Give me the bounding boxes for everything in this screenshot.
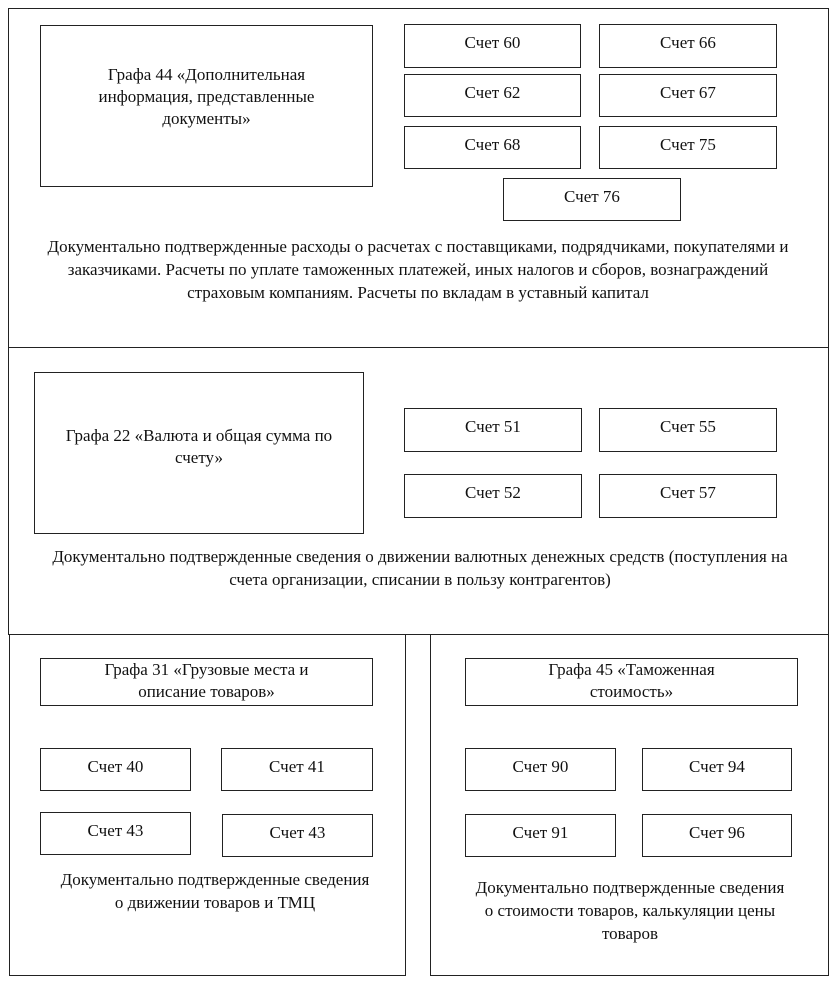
grafa-45-box xyxy=(465,658,798,706)
account-label: Счет 60 xyxy=(464,33,521,52)
account-label: Счет 76 xyxy=(564,187,620,206)
account-label: Счет 57 xyxy=(660,483,716,502)
section-description: Документально подтвержденные сведения о движении товаров и ТМЦ xyxy=(60,870,370,912)
account-label: Счет 43 xyxy=(269,823,326,842)
grafa-22-title: Графа 22 «Валюта и общая сумма по счету» xyxy=(65,426,333,467)
account-box xyxy=(642,748,792,791)
grafa-44-title: Графа 44 «Дополнительная информация, представленные документы» xyxy=(98,65,315,128)
account-label: Счет 41 xyxy=(269,757,325,776)
account-box xyxy=(221,748,373,791)
account-label: Счет 52 xyxy=(465,483,521,502)
account-label: Счет 66 xyxy=(660,33,716,52)
account-box xyxy=(404,74,581,117)
account-box xyxy=(599,74,777,117)
account-label: Счет 96 xyxy=(689,823,745,842)
account-label: Счет 91 xyxy=(512,823,569,842)
account-label: Счет 43 xyxy=(87,821,144,840)
account-box xyxy=(404,126,581,169)
account-label: Счет 75 xyxy=(660,135,716,154)
account-label: Счет 68 xyxy=(464,135,521,154)
account-box xyxy=(404,408,582,452)
account-box xyxy=(465,814,616,857)
account-box xyxy=(465,748,616,791)
account-label: Счет 90 xyxy=(512,757,569,776)
account-box xyxy=(404,24,581,68)
grafa-22-box xyxy=(34,372,364,534)
account-label: Счет 55 xyxy=(660,417,716,436)
account-label: Счет 62 xyxy=(464,83,521,102)
account-label: Счет 67 xyxy=(660,83,716,102)
account-box xyxy=(222,814,373,857)
grafa-45-title: Графа 45 «Таможенная стоимость» xyxy=(548,660,715,701)
account-box xyxy=(404,474,582,518)
section-description: Документально подтвержденные сведения о движении валютных денежных средств (поступления на счета организации, списании в пользу контрагентов) xyxy=(52,547,788,589)
account-box xyxy=(40,748,191,791)
account-label: Счет 51 xyxy=(465,417,521,436)
grafa-31-box xyxy=(40,658,373,706)
account-box xyxy=(599,126,777,169)
account-box xyxy=(642,814,792,857)
grafa-44-box xyxy=(40,25,373,187)
account-box xyxy=(40,812,191,855)
section-description: Документально подтвержденные сведения о стоимости товаров, калькуляции цены товаров xyxy=(475,878,785,943)
account-label: Счет 94 xyxy=(689,757,745,776)
grafa-31-title: Графа 31 «Грузовые места и описание товаров» xyxy=(104,660,309,701)
account-box xyxy=(599,408,777,452)
account-box xyxy=(599,474,777,518)
account-box xyxy=(599,24,777,68)
section-description: Документально подтвержденные расходы о расчетах с поставщиками, подрядчиками, покупателями и заказчиками. Расчеты по уплате таможенных платежей, иных налогов и сборов, вознаграждений страховым компаниям. Расчеты по вкладам в уставный капитал xyxy=(47,237,789,302)
account-box xyxy=(503,178,681,221)
account-label: Счет 40 xyxy=(87,757,144,776)
